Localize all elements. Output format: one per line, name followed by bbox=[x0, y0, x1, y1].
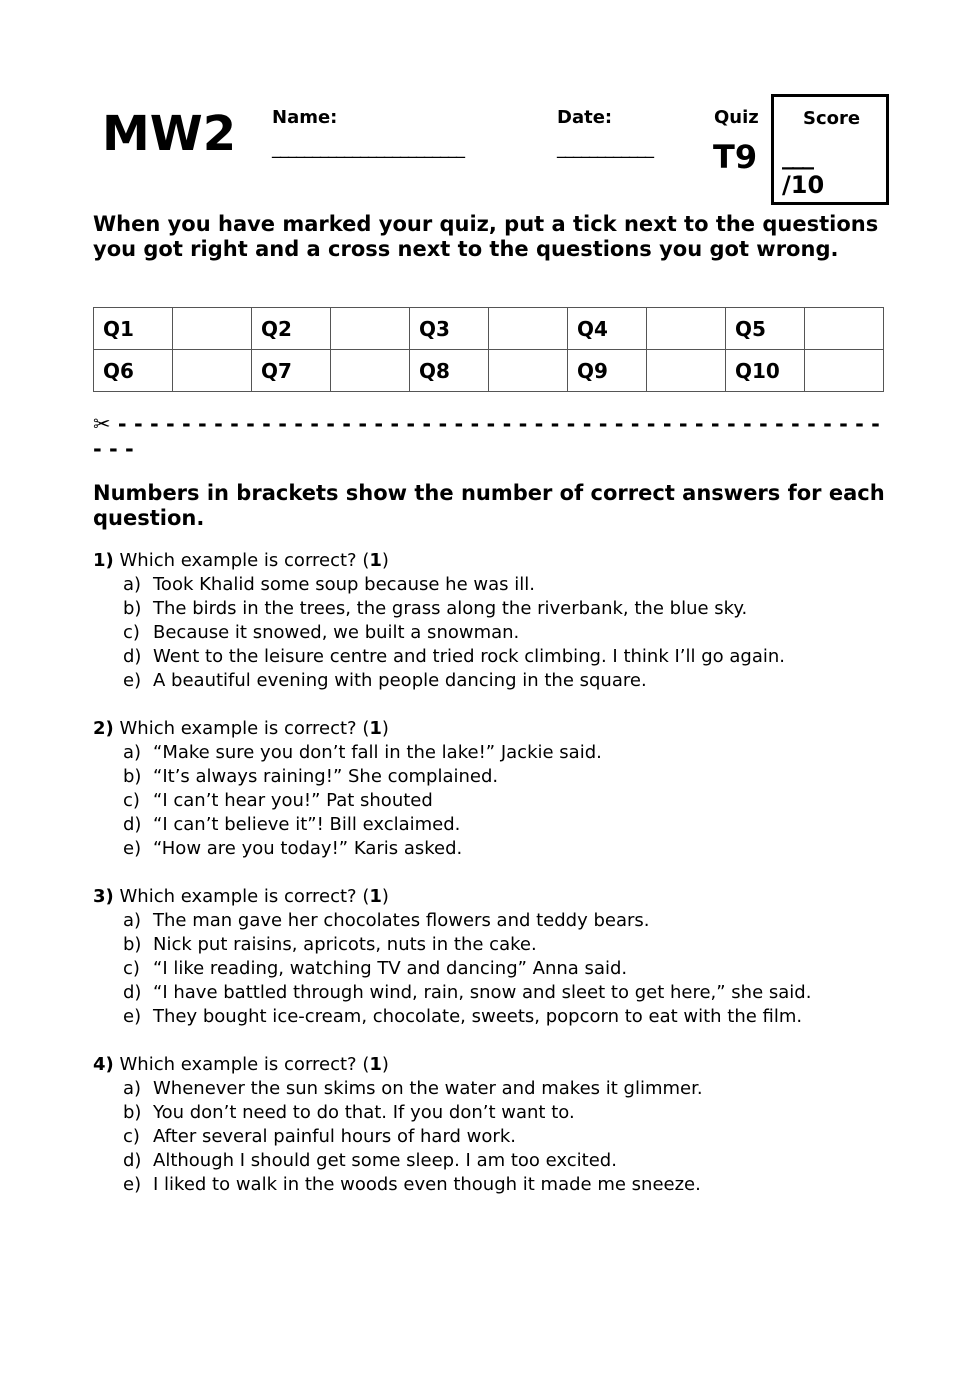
question-header bbox=[93, 717, 913, 741]
score-label: Score bbox=[803, 108, 861, 129]
instructions: When you have marked your quiz, put a tick next to the questions you got right and a cross next to the questions you got wrong. bbox=[93, 212, 879, 261]
question-prompt-close: ) bbox=[381, 1054, 389, 1075]
question-label: Q6 bbox=[94, 350, 173, 392]
option-text: Went to the leisure centre and tried rock climbing. I think I’ll go again. bbox=[153, 646, 786, 667]
question-label: Q5 bbox=[726, 308, 805, 350]
option-text: Whenever the sun skims on the water and makes it glimmer. bbox=[153, 1078, 703, 1099]
question-number: 4) bbox=[93, 1054, 114, 1075]
option[interactable] bbox=[93, 981, 913, 1005]
scissors-icon: ✂ bbox=[93, 412, 111, 436]
question-prompt-close: ) bbox=[381, 886, 389, 907]
bracket-note: Numbers in brackets show the number of correct answers for each question. bbox=[93, 481, 885, 530]
option-letter: d) bbox=[123, 646, 142, 667]
option[interactable] bbox=[93, 1077, 913, 1101]
option-letter: d) bbox=[123, 1150, 142, 1171]
option[interactable] bbox=[93, 741, 913, 765]
name-label: Name: bbox=[272, 107, 338, 128]
option-letter: a) bbox=[123, 574, 142, 595]
question-header bbox=[93, 1053, 913, 1077]
question-label: Q3 bbox=[410, 308, 489, 350]
option[interactable] bbox=[93, 813, 913, 837]
option-letter: c) bbox=[123, 1126, 140, 1147]
answer-count: 1 bbox=[369, 550, 382, 571]
option-text: A beautiful evening with people dancing in the square. bbox=[153, 670, 647, 691]
question-prompt: Which example is correct? ( bbox=[119, 718, 370, 739]
option-letter: a) bbox=[123, 910, 142, 931]
question-header bbox=[93, 885, 913, 909]
question-label: Q2 bbox=[252, 308, 331, 350]
option[interactable] bbox=[93, 597, 913, 621]
option[interactable] bbox=[93, 933, 913, 957]
option-letter: c) bbox=[123, 790, 140, 811]
answer-count: 1 bbox=[369, 1054, 382, 1075]
question-list bbox=[93, 549, 913, 1221]
mark-cell[interactable] bbox=[173, 308, 252, 350]
option-text: “I can’t hear you!” Pat shouted bbox=[153, 790, 433, 811]
option[interactable] bbox=[93, 621, 913, 645]
mark-cell[interactable] bbox=[647, 308, 726, 350]
option-text: Nick put raisins, apricots, nuts in the cake. bbox=[153, 934, 537, 955]
option-text: Because it snowed, we built a snowman. bbox=[153, 622, 520, 643]
option[interactable] bbox=[93, 573, 913, 597]
option-text: They bought ice-cream, chocolate, sweets, popcorn to eat with the film. bbox=[153, 1006, 803, 1027]
option-letter: a) bbox=[123, 1078, 142, 1099]
question bbox=[93, 1053, 913, 1197]
option-letter: c) bbox=[123, 958, 140, 979]
option[interactable] bbox=[93, 837, 913, 861]
cut-dashes: - - - - - - - - - - - - - - - - - - - - - - - - - - - - - - - - - - - - - - - - - - - - - - - - - - - bbox=[93, 412, 880, 461]
question bbox=[93, 885, 913, 1029]
cut-line bbox=[93, 412, 893, 462]
option[interactable] bbox=[93, 909, 913, 933]
score-total: /10 bbox=[782, 171, 825, 199]
question-prompt-close: ) bbox=[381, 718, 389, 739]
question-label: Q4 bbox=[568, 308, 647, 350]
option-text: “I can’t believe it”! Bill exclaimed. bbox=[153, 814, 461, 835]
question-number: 3) bbox=[93, 886, 114, 907]
option[interactable] bbox=[93, 1149, 913, 1173]
option-text: I liked to walk in the woods even though it made me sneeze. bbox=[153, 1174, 701, 1195]
mark-cell[interactable] bbox=[805, 350, 884, 392]
quiz-id: T9 bbox=[713, 138, 758, 176]
question-label: Q1 bbox=[94, 308, 173, 350]
option[interactable] bbox=[93, 645, 913, 669]
answer-count: 1 bbox=[369, 718, 382, 739]
option-letter: d) bbox=[123, 814, 142, 835]
mark-cell[interactable] bbox=[173, 350, 252, 392]
question bbox=[93, 549, 913, 693]
question-header bbox=[93, 549, 913, 573]
mark-cell[interactable] bbox=[647, 350, 726, 392]
score-box bbox=[771, 94, 889, 205]
option[interactable] bbox=[93, 1173, 913, 1197]
option-letter: b) bbox=[123, 766, 142, 787]
question-label: Q9 bbox=[568, 350, 647, 392]
quiz-label: Quiz bbox=[714, 107, 759, 128]
option-letter: a) bbox=[123, 742, 142, 763]
mark-cell[interactable] bbox=[331, 350, 410, 392]
option[interactable] bbox=[93, 1005, 913, 1029]
date-label: Date: bbox=[557, 107, 613, 128]
question-number: 2) bbox=[93, 718, 114, 739]
option-letter: b) bbox=[123, 934, 142, 955]
question-prompt: Which example is correct? ( bbox=[119, 886, 370, 907]
option[interactable] bbox=[93, 789, 913, 813]
worksheet-code: MW2 bbox=[102, 106, 237, 162]
option-letter: d) bbox=[123, 982, 142, 1003]
option-letter: b) bbox=[123, 598, 142, 619]
name-field[interactable]: ________________________ bbox=[272, 138, 464, 159]
option-letter: b) bbox=[123, 1102, 142, 1123]
score-field[interactable]: ___ bbox=[782, 142, 812, 170]
question-label: Q7 bbox=[252, 350, 331, 392]
tracker-row bbox=[94, 308, 884, 350]
option-letter: e) bbox=[123, 838, 142, 859]
answer-count: 1 bbox=[369, 886, 382, 907]
mark-cell[interactable] bbox=[805, 308, 884, 350]
option[interactable] bbox=[93, 1101, 913, 1125]
option[interactable] bbox=[93, 957, 913, 981]
option-text: “I like reading, watching TV and dancing” Anna said. bbox=[153, 958, 628, 979]
option-text: You don’t need to do that. If you don’t want to. bbox=[153, 1102, 575, 1123]
option-letter: e) bbox=[123, 1006, 142, 1027]
answer-tracker-table bbox=[93, 307, 884, 392]
option-text: “It’s always raining!” She complained. bbox=[153, 766, 499, 787]
option-text: The man gave her chocolates flowers and teddy bears. bbox=[153, 910, 650, 931]
option-text: “How are you today!” Karis asked. bbox=[153, 838, 463, 859]
option-text: “Make sure you don’t fall in the lake!” Jackie said. bbox=[153, 742, 602, 763]
question-number: 1) bbox=[93, 550, 114, 571]
mark-cell[interactable] bbox=[331, 308, 410, 350]
option-text: Although I should get some sleep. I am too excited. bbox=[153, 1150, 617, 1171]
mark-cell[interactable] bbox=[489, 350, 568, 392]
tracker-row bbox=[94, 350, 884, 392]
option-text: The birds in the trees, the grass along the riverbank, the blue sky. bbox=[153, 598, 748, 619]
question-label: Q10 bbox=[726, 350, 805, 392]
question-prompt: Which example is correct? ( bbox=[119, 1054, 370, 1075]
option-text: Took Khalid some soup because he was ill. bbox=[153, 574, 535, 595]
option-letter: e) bbox=[123, 1174, 142, 1195]
question-prompt: Which example is correct? ( bbox=[119, 550, 370, 571]
option[interactable] bbox=[93, 669, 913, 693]
option-letter: c) bbox=[123, 622, 140, 643]
question-prompt-close: ) bbox=[381, 550, 389, 571]
date-field[interactable]: ____________ bbox=[557, 138, 653, 159]
question bbox=[93, 717, 913, 861]
option[interactable] bbox=[93, 765, 913, 789]
option[interactable] bbox=[93, 1125, 913, 1149]
question-label: Q8 bbox=[410, 350, 489, 392]
option-text: “I have battled through wind, rain, snow and sleet to get here,” she said. bbox=[153, 982, 812, 1003]
option-letter: e) bbox=[123, 670, 142, 691]
option-text: After several painful hours of hard work. bbox=[153, 1126, 516, 1147]
mark-cell[interactable] bbox=[489, 308, 568, 350]
